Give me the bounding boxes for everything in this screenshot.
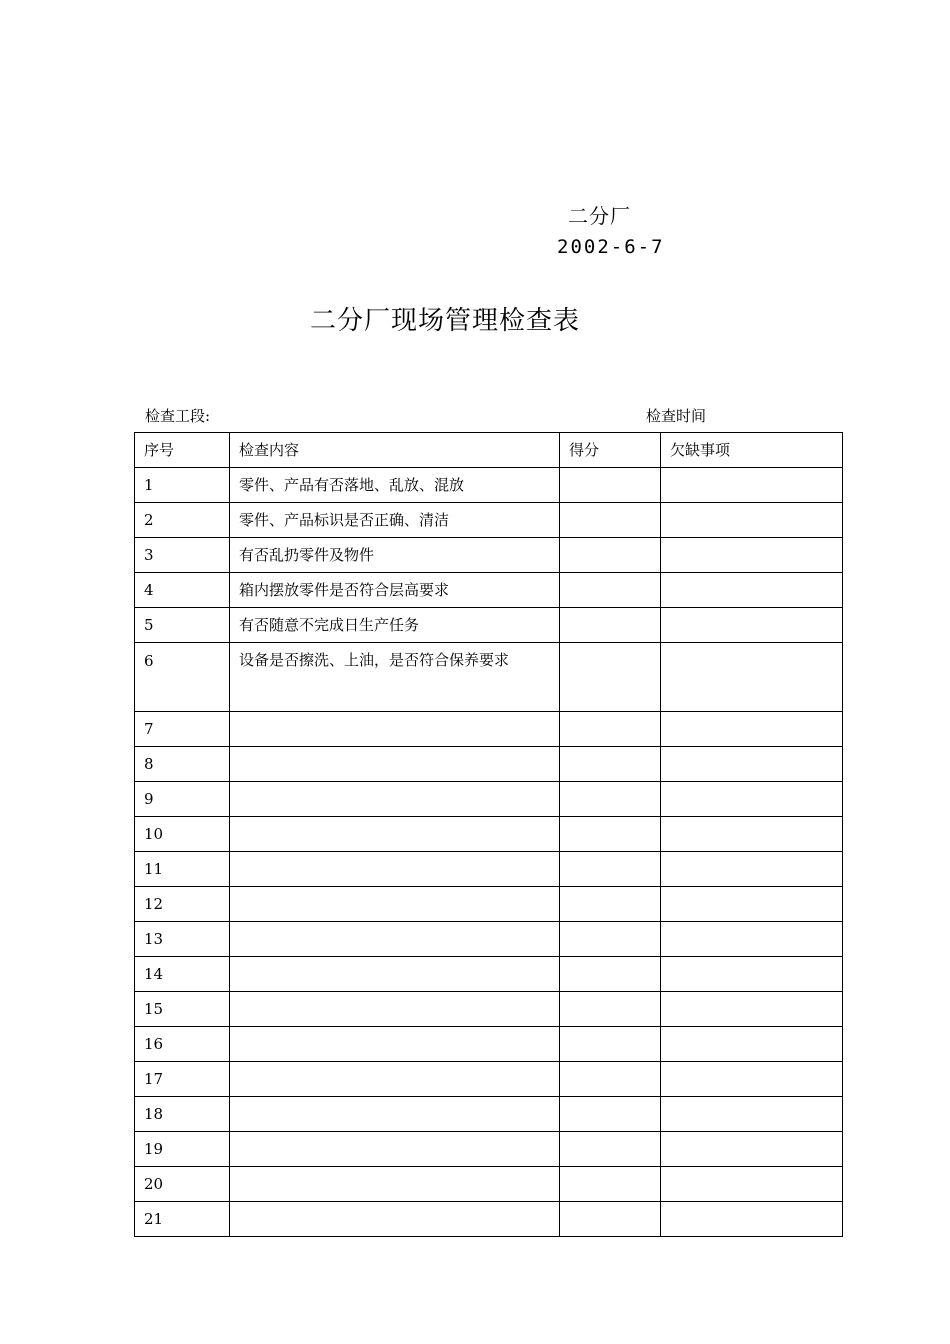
row-deficiency-cell[interactable] (661, 922, 843, 957)
row-number: 2 (135, 503, 230, 538)
row-deficiency-cell[interactable] (661, 1132, 843, 1167)
row-content (230, 1202, 560, 1237)
row-content (230, 852, 560, 887)
row-score-cell[interactable] (560, 538, 661, 573)
row-deficiency-cell[interactable] (661, 817, 843, 852)
page-title: 二分厂现场管理检查表 (310, 306, 581, 336)
row-score-cell[interactable] (560, 922, 661, 957)
row-content (230, 1062, 560, 1097)
table-row (135, 922, 843, 957)
row-number: 1 (135, 468, 230, 503)
row-score-cell[interactable] (560, 643, 661, 712)
row-content: 有否乱扔零件及物件 (230, 538, 560, 573)
row-deficiency-cell[interactable] (661, 468, 843, 503)
table-row (135, 1202, 843, 1237)
row-content: 零件、产品标识是否正确、清洁 (230, 503, 560, 538)
organization-name: 二分厂 (568, 204, 631, 228)
row-deficiency-cell[interactable] (661, 573, 843, 608)
row-score-cell[interactable] (560, 1167, 661, 1202)
row-number: 17 (135, 1062, 230, 1097)
row-number: 16 (135, 1027, 230, 1062)
row-score-cell[interactable] (560, 1027, 661, 1062)
table-row (135, 1097, 843, 1132)
row-content: 箱内摆放零件是否符合层高要求 (230, 573, 560, 608)
column-header-number: 序号 (135, 433, 230, 468)
section-label: 检查工段: (145, 407, 211, 425)
row-deficiency-cell[interactable] (661, 643, 843, 712)
table-row (135, 1062, 843, 1097)
row-deficiency-cell[interactable] (661, 1027, 843, 1062)
row-deficiency-cell[interactable] (661, 712, 843, 747)
inspection-table (134, 432, 843, 1237)
table-header-row (135, 433, 843, 468)
table-row (135, 992, 843, 1027)
column-header-score: 得分 (560, 433, 661, 468)
row-score-cell[interactable] (560, 747, 661, 782)
row-score-cell[interactable] (560, 817, 661, 852)
table-row (135, 887, 843, 922)
row-content: 零件、产品有否落地、乱放、混放 (230, 468, 560, 503)
row-deficiency-cell[interactable] (661, 1097, 843, 1132)
row-number: 9 (135, 782, 230, 817)
row-number: 11 (135, 852, 230, 887)
row-number: 7 (135, 712, 230, 747)
row-deficiency-cell[interactable] (661, 782, 843, 817)
row-number: 10 (135, 817, 230, 852)
table-row (135, 852, 843, 887)
table-row (135, 1132, 843, 1167)
row-deficiency-cell[interactable] (661, 1202, 843, 1237)
row-content (230, 1027, 560, 1062)
row-number: 20 (135, 1167, 230, 1202)
row-score-cell[interactable] (560, 1202, 661, 1237)
row-deficiency-cell[interactable] (661, 1062, 843, 1097)
row-content: 有否随意不完成日生产任务 (230, 608, 560, 643)
row-score-cell[interactable] (560, 1097, 661, 1132)
table-row (135, 712, 843, 747)
row-number: 3 (135, 538, 230, 573)
table-row (135, 1167, 843, 1202)
column-header-deficiency: 欠缺事项 (661, 433, 843, 468)
document-date: 2002-6-7 (557, 236, 665, 258)
row-deficiency-cell[interactable] (661, 852, 843, 887)
row-content (230, 1097, 560, 1132)
row-score-cell[interactable] (560, 468, 661, 503)
row-score-cell[interactable] (560, 992, 661, 1027)
row-content (230, 782, 560, 817)
row-number: 13 (135, 922, 230, 957)
row-score-cell[interactable] (560, 852, 661, 887)
table-row (135, 503, 843, 538)
table-row (135, 643, 843, 712)
row-score-cell[interactable] (560, 573, 661, 608)
row-content (230, 712, 560, 747)
table-row (135, 957, 843, 992)
row-content: 设备是否擦洗、上油，是否符合保养要求 (230, 643, 560, 712)
table-row (135, 573, 843, 608)
row-deficiency-cell[interactable] (661, 1167, 843, 1202)
row-deficiency-cell[interactable] (661, 992, 843, 1027)
table-row (135, 817, 843, 852)
row-score-cell[interactable] (560, 1132, 661, 1167)
row-number: 6 (135, 643, 230, 712)
table-row (135, 782, 843, 817)
row-number: 8 (135, 747, 230, 782)
row-number: 19 (135, 1132, 230, 1167)
column-header-content: 检查内容 (230, 433, 560, 468)
table-row (135, 747, 843, 782)
row-deficiency-cell[interactable] (661, 608, 843, 643)
row-deficiency-cell[interactable] (661, 887, 843, 922)
row-score-cell[interactable] (560, 1062, 661, 1097)
table-row (135, 1027, 843, 1062)
table-row (135, 608, 843, 643)
row-score-cell[interactable] (560, 712, 661, 747)
inspection-time-label: 检查时间 (646, 407, 707, 425)
row-score-cell[interactable] (560, 887, 661, 922)
row-number: 18 (135, 1097, 230, 1132)
row-score-cell[interactable] (560, 957, 661, 992)
row-content (230, 922, 560, 957)
row-content (230, 817, 560, 852)
row-content (230, 1132, 560, 1167)
row-content (230, 992, 560, 1027)
row-content (230, 747, 560, 782)
row-number: 14 (135, 957, 230, 992)
row-deficiency-cell[interactable] (661, 957, 843, 992)
row-score-cell[interactable] (560, 503, 661, 538)
row-number: 12 (135, 887, 230, 922)
row-number: 21 (135, 1202, 230, 1237)
row-deficiency-cell[interactable] (661, 538, 843, 573)
table-row (135, 468, 843, 503)
row-content (230, 1167, 560, 1202)
row-content (230, 887, 560, 922)
row-content (230, 957, 560, 992)
row-number: 4 (135, 573, 230, 608)
row-score-cell[interactable] (560, 608, 661, 643)
row-number: 15 (135, 992, 230, 1027)
row-deficiency-cell[interactable] (661, 503, 843, 538)
row-deficiency-cell[interactable] (661, 747, 843, 782)
row-score-cell[interactable] (560, 782, 661, 817)
row-number: 5 (135, 608, 230, 643)
table-row (135, 538, 843, 573)
